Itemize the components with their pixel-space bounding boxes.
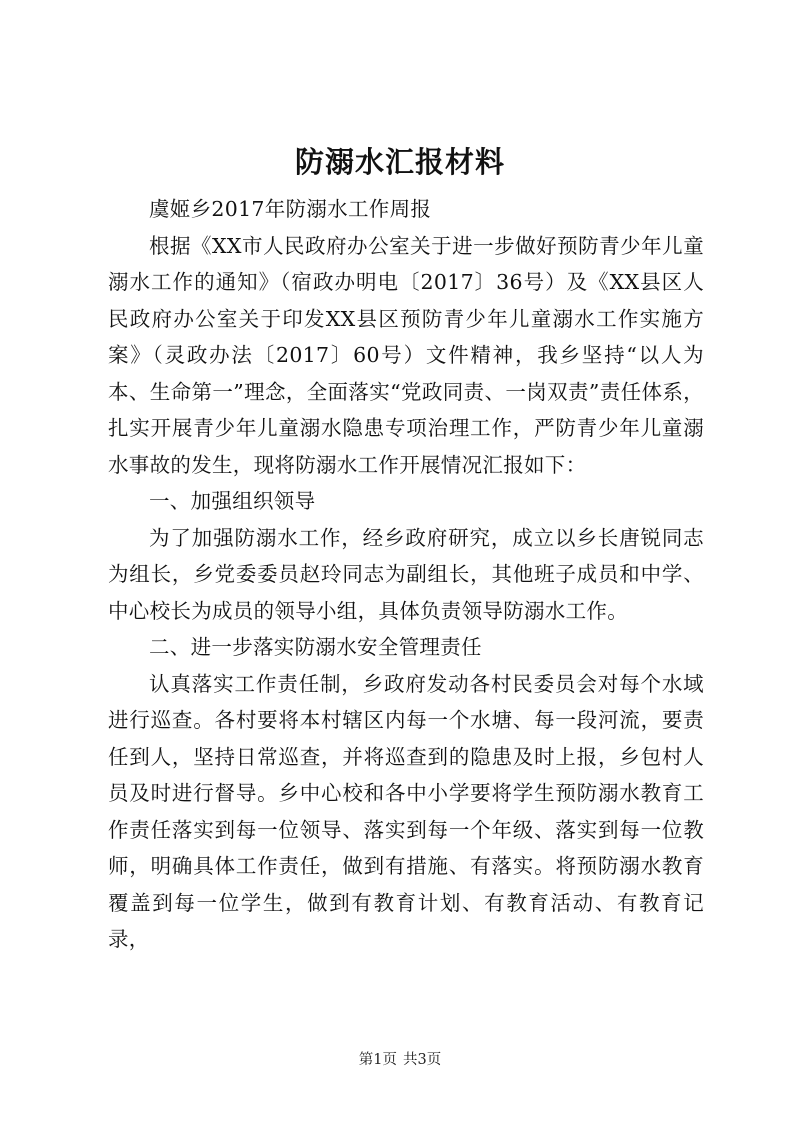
paragraph-intro: 根据《XX市人民政府办公室关于进一步做好预防青少年儿童溺水工作的通知》（宿政办明电〔2017〕36号）及《XX县区人民政府办公室关于印发XX县区预防青少年儿童溺水工作实施方案》（灵政办法〔2017〕60号）文件精神，我乡坚持“以人为本、生命第一”理念，全面落实“党政同责、一岗双责”责任体系，扎实开展青少年儿童溺水隐患专项治理工作，严防青少年儿童溺水事故的发生，现将防溺水工作开展情况汇报如下： <box>108 233 704 477</box>
paragraph-organization: 为了加强防溺水工作，经乡政府研究，成立以乡长唐锐同志为组长，乡党委委员赵玲同志为副组长，其他班子成员和中学、中心校长为成员的领导小组，具体负责领导防溺水工作。 <box>108 525 704 623</box>
paragraph-responsibility: 认真落实工作责任制，乡政府发动各村民委员会对每个水域进行巡查。各村要将本村辖区内每一个水塘、每一段河流，要责任到人，坚持日常巡查，并将巡查到的隐患及时上报，乡包村人员及时进行督导。乡中心校和各中小学要将学生预防溺水教育工作责任落实到每一位领导、落实到每一个年级、落实到每一位教师，明确具体工作责任，做到有措施、有落实。将预防溺水教育覆盖到每一位学生，做到有教育计划、有教育活动、有教育记录， <box>108 671 704 951</box>
document-body <box>108 191 704 958</box>
document-title: 防溺水汇报材料 <box>294 145 505 179</box>
page-footer <box>0 1048 800 1069</box>
page-total: 共3页 <box>403 1052 442 1068</box>
section-heading-responsibility: 二、进一步落实防溺水安全管理责任 <box>149 635 482 659</box>
section-heading-organization: 一、加强组织领导 <box>149 489 316 513</box>
paragraph-weekly-report-heading: 虞姬乡2017年防溺水工作周报 <box>149 197 432 221</box>
page-number: 第1页 <box>358 1052 397 1068</box>
